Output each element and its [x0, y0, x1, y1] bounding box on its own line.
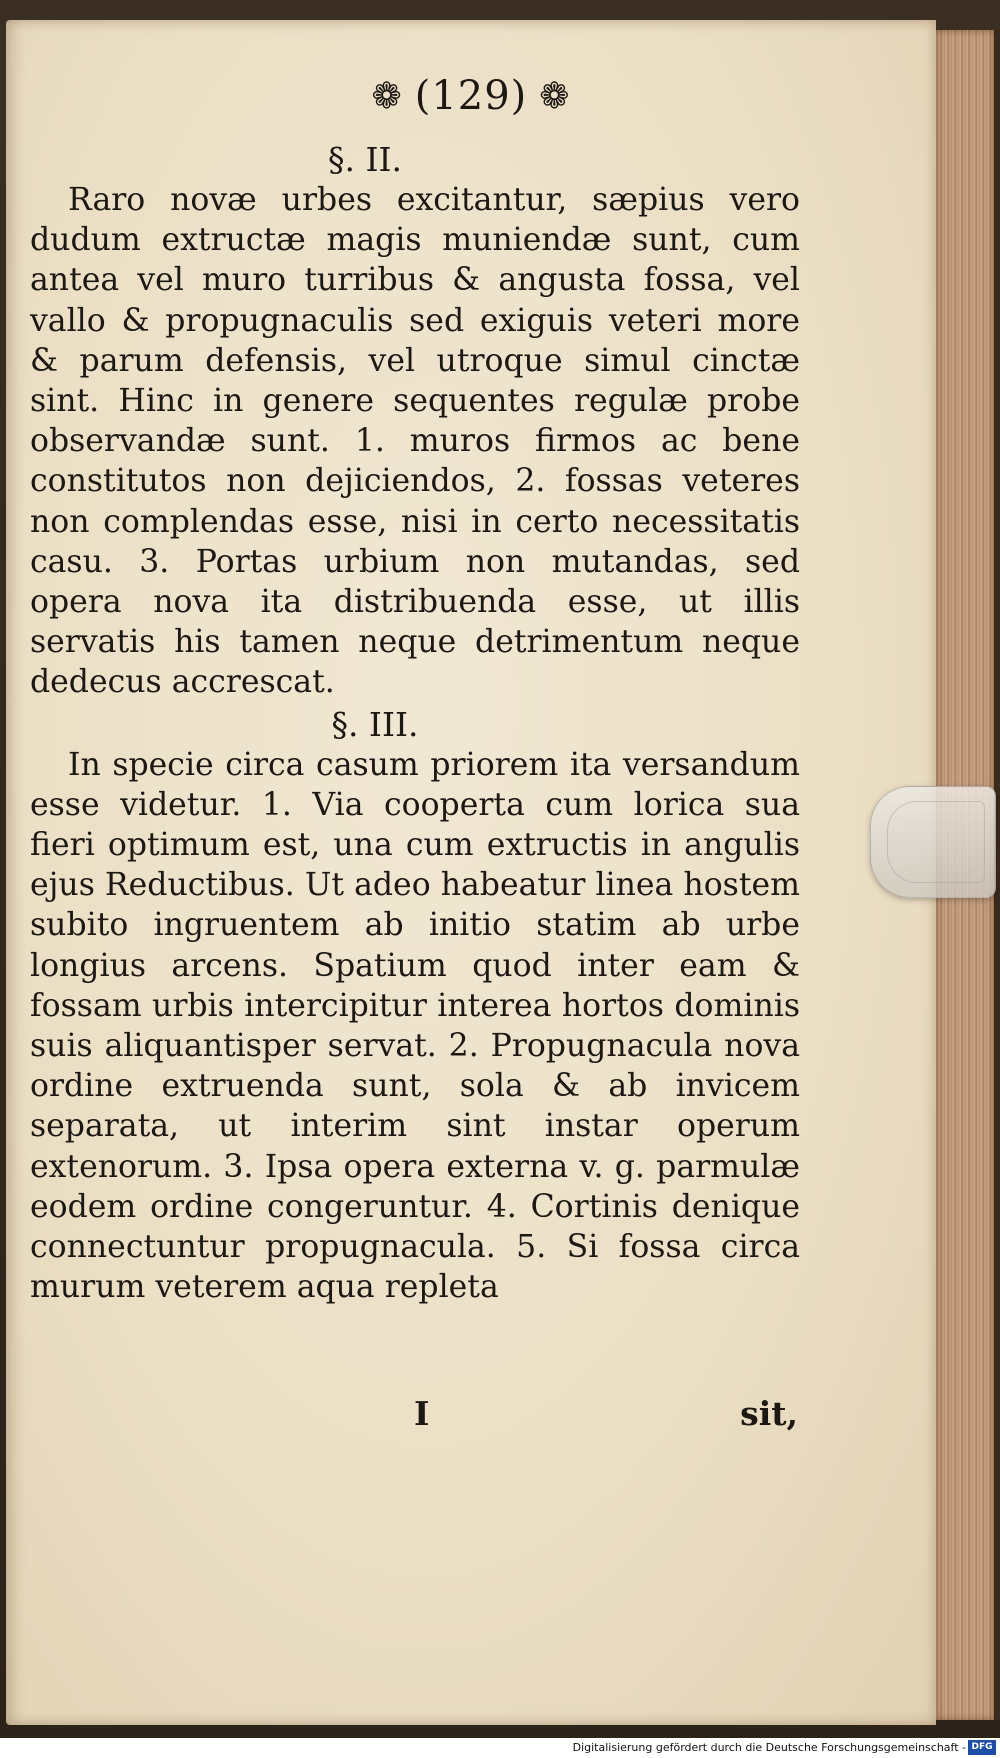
page-clip — [870, 786, 996, 898]
catchword: sit, — [740, 1394, 798, 1433]
signature-mark: I — [414, 1394, 430, 1433]
page-clip-inner — [887, 801, 985, 883]
ornament-left-icon: ❁ — [371, 75, 403, 117]
dfg-logo: DFG — [968, 1740, 996, 1755]
digitization-credit: Digitalisierung gefördert durch die Deutsche Forschungsgemeinschaft - — [572, 1741, 966, 1754]
page-header — [6, 70, 936, 119]
body-text — [30, 140, 800, 1307]
page-number: (129) — [414, 73, 528, 119]
book-page — [6, 20, 936, 1725]
ornament-right-icon: ❁ — [539, 75, 571, 117]
section-heading-3: §. III. — [331, 704, 419, 744]
section-paragraph-3: In specie circa casum priorem ita versandum esse videtur. 1. Via cooperta cum lorica sua fieri optimum est, una cum extructis in angulis ejus Reductibus. Ut adeo habeatur linea hostem subito ingruentem ab initio statim ab urbe longius arcens. Spatium quod inter eam & fossam urbis intercipitur interea hortos dominis suis aliquantisper servat. 2. Propugnacula nova ordine extruenda sunt, sola & ab invicem separata, ut interim sint instar operum extenorum. 3. Ipsa opera externa v. g. parmulæ eodem ordine congeruntur. 4. Cortinis denique connectuntur propugnacula. 5. Si fossa circa murum veterem aqua repleta — [30, 746, 800, 1306]
section-paragraph-2: Raro novæ urbes excitantur, sæpius vero dudum extructæ magis muniendæ sunt, cum antea vel muro turribus & angusta fossa, vel vallo & propugnaculis sed exiguis veteri more & parum defensis, vel utroque simul cinctæ sint. Hinc in genere sequentes regulæ probe observandæ sunt. 1. muros firmos ac bene constitutos non dejiciendos, 2. fossas veteres non complendas esse, nisi in certo necessitatis casu. 3. Portas urbium non mutandas, sed opera nova ita distribuenda esse, ut illis servatis his tamen neque detrimentum neque dedecus accrescat. — [30, 182, 800, 701]
section-heading-2: §. II. — [327, 140, 403, 179]
